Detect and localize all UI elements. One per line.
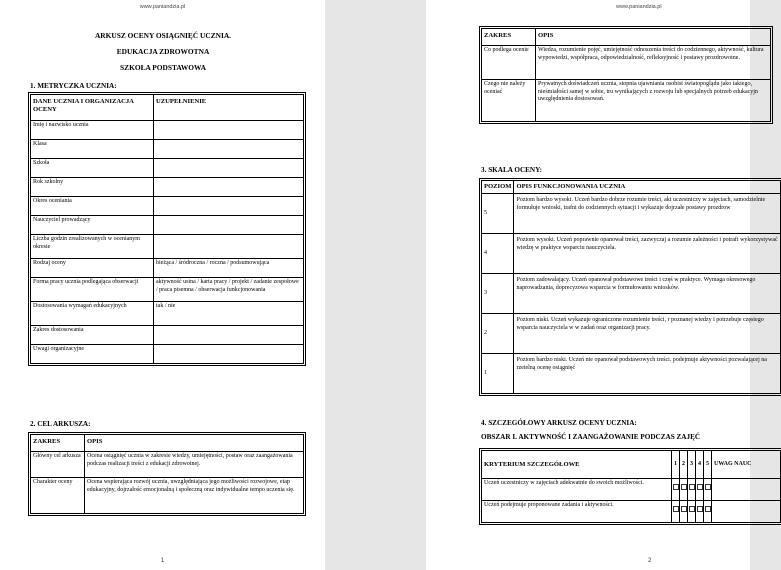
level-cell — [688, 501, 696, 523]
level-cell — [680, 479, 688, 501]
table-row — [482, 501, 781, 523]
document-school-level: SZKOŁA PODSTAWOWA — [120, 63, 206, 72]
table-row — [31, 216, 304, 235]
level-cell — [704, 479, 712, 501]
table-row — [31, 478, 304, 514]
row-label: Imię i nazwisko ucznia — [31, 121, 154, 140]
section-heading-skala: 3. SKALA OCENY: — [481, 166, 543, 174]
table-row — [482, 354, 781, 394]
fill-cell[interactable] — [154, 235, 304, 259]
row-label: Czego nie należy oceniać — [482, 80, 536, 122]
header-poziom: POZIOM — [482, 181, 514, 194]
level-value: 1 — [482, 354, 514, 394]
table-row — [482, 314, 781, 354]
header-level-5: 5 — [704, 451, 712, 479]
checkbox-level-4[interactable] — [697, 484, 703, 490]
table-row — [482, 274, 781, 314]
header-kryterium: KRYTERIUM SZCZEGÓŁOWE — [482, 451, 672, 479]
document-page-2 — [426, 0, 778, 570]
checkbox-level-3[interactable] — [689, 484, 695, 490]
table-row — [31, 235, 304, 259]
table-row — [31, 259, 304, 278]
table-header-row — [31, 95, 304, 121]
level-description: Poziom wysoki. Uczeń poprawnie opanował treści, zazwyczaj a rozumie zależności i potrafi wykorzystywać wiedzę w praktyce wsparciu nauczyciela. — [514, 234, 781, 274]
table-row — [482, 194, 781, 234]
row-label: Okres oceniania — [31, 197, 154, 216]
table-row — [31, 178, 304, 197]
level-description: Poziom bardzo niski. Uczeń nie opanował podstawowych treści. podejmuje aktywności pozwalającej na rzetelną ocenę osiągnięć — [514, 354, 781, 394]
level-description: Poziom zadowalający. Uczeń opanował podstawowe treści i częś w praktyce. Wymaga okresowego naprowadzania, doprecyzowa wsparcia w formułowaniu wniosków. — [514, 274, 781, 314]
site-url[interactable]: www.paniandzia.pl — [616, 4, 662, 10]
checkbox-level-4[interactable] — [697, 506, 703, 512]
site-url[interactable]: www.paniandzia.pl — [139, 4, 186, 10]
row-label: Dostosowania wymagań edukacyjnych — [31, 302, 154, 326]
table-row — [482, 479, 781, 501]
row-label: Forma pracy ucznia podlegająca obserwacji — [31, 278, 154, 302]
checkbox-level-1[interactable] — [673, 484, 679, 490]
fill-cell[interactable] — [154, 216, 304, 235]
row-description: Prywatnych doświadczeń ucznia, stopnia ujawniania osobist światopoglądu jako takiego, nieśmiałości samej w sobie, tru wynikających z rozwoju lub specjalnych potrzeb edukacyjn uwzględnienia dostosowań. — [536, 80, 771, 122]
level-cell — [696, 479, 704, 501]
fill-cell[interactable] — [154, 197, 304, 216]
row-description: Wiedza, rozumienie pojęć, umiejętność odnoszenia treści do codziennego, aktywność, kultura wypowiedzi, współpraca, odpowiedzialność, refleksyjność i postawy prozdrowotne. — [536, 46, 771, 80]
obszar-heading: OBSZAR I. AKTYWNOŚĆ I ZAANGAŻOWANIE PODCZAS ZAJĘĆ — [481, 433, 701, 441]
zakres-opis-table — [481, 28, 771, 122]
table-row — [31, 345, 304, 364]
checkbox-level-2[interactable] — [681, 484, 687, 490]
section-heading-szczegolowy: 4. SZCZEGÓŁOWY ARKUSZ OCENY UCZNIA: — [481, 419, 637, 427]
row-label: Co podlega ocenie — [482, 46, 536, 80]
criterion-text: Uczeń podejmuje proponowane zadania i aktywności. — [482, 501, 672, 523]
table-header-row — [31, 435, 304, 452]
table-row — [31, 278, 304, 302]
header-opis-funkcjonowania: OPIS FUNKCJONOWANIA UCZNIA — [514, 181, 781, 194]
level-cell — [672, 479, 680, 501]
row-label: Szkoła — [31, 159, 154, 178]
row-label: Klasa — [31, 140, 154, 159]
header-zakres: ZAKRES — [31, 435, 85, 452]
header-opis: OPIS — [85, 435, 304, 452]
fill-cell[interactable] — [154, 121, 304, 140]
section-heading-metryczka: 1. METRYCZKA UCZNIA: — [30, 82, 117, 90]
level-value: 3 — [482, 274, 514, 314]
row-label: Charakter oceny — [31, 478, 85, 514]
checkbox-level-1[interactable] — [673, 506, 679, 512]
checkbox-level-5[interactable] — [705, 484, 711, 490]
header-level-2: 2 — [680, 451, 688, 479]
level-description: Poziom niski. Uczeń wykazuje ograniczone rozumienie treści, r poznanej wiedzy i potrzebuje częstego wsparcia nauczyciela w w zadań oraz organizacji pracy. — [514, 314, 781, 354]
metryczka-table — [30, 94, 304, 364]
skala-oceny-table — [481, 180, 781, 394]
row-label: Rok szkolny — [31, 178, 154, 197]
header-level-4: 4 — [696, 451, 704, 479]
table-row — [31, 302, 304, 326]
level-cell — [672, 501, 680, 523]
row-label: Zakres dostosowania — [31, 326, 154, 345]
row-label: Główny cel arkusza — [31, 452, 85, 478]
level-description: Poziom bardzo wysoki. Uczeń bardzo dobrze rozumie treści, akt uczestniczy w zajęciach, samodzielnie formułuje wnioski, trafni do codziennych sytuacji i wykazuje dojrzałe postawy prozdrow — [514, 194, 781, 234]
row-label: Liczba godzin zrealizowanych w ocenianym okresie — [31, 235, 154, 259]
header-dane-ucznia: DANE UCZNIA I ORGANIZACJA OCENY — [31, 95, 154, 121]
uwagi-cell[interactable] — [712, 501, 781, 523]
checkbox-level-2[interactable] — [681, 506, 687, 512]
header-level-3: 3 — [688, 451, 696, 479]
row-label: Nauczyciel prowadzący — [31, 216, 154, 235]
uwagi-cell[interactable] — [712, 479, 781, 501]
table-header-row — [482, 451, 781, 479]
checkbox-level-3[interactable] — [689, 506, 695, 512]
fill-cell[interactable] — [154, 178, 304, 197]
row-description: Ocena osiągnięć ucznia w zakresie wiedzy, umiejętności, postaw oraz zaangażowania podczas realizacji treści z edukacji zdrowotnej. — [85, 452, 304, 478]
level-cell — [688, 479, 696, 501]
kryteria-table — [481, 450, 781, 523]
level-value: 5 — [482, 194, 514, 234]
table-row — [31, 140, 304, 159]
level-value: 4 — [482, 234, 514, 274]
table-row — [31, 452, 304, 478]
page-number: 1 — [160, 558, 165, 564]
header-opis: OPIS — [536, 29, 771, 46]
header-uzupelnienie: UZUPEŁNIENIE — [154, 95, 304, 121]
table-header-row — [482, 181, 781, 194]
document-page-1 — [0, 0, 325, 570]
fill-cell[interactable] — [154, 326, 304, 345]
table-row — [31, 197, 304, 216]
header-zakres: ZAKRES — [482, 29, 536, 46]
fill-cell[interactable]: tak / nie — [154, 302, 304, 326]
level-value: 2 — [482, 314, 514, 354]
fill-cell[interactable] — [154, 140, 304, 159]
document-title: ARKUSZ OCENY OSIĄGNIĘĆ UCZNIA. — [94, 31, 232, 40]
section-heading-cel: 2. CEL ARKUSZA: — [30, 420, 91, 428]
header-uwagi: UWAG NAUC — [712, 451, 781, 479]
criterion-text: Uczeń uczestniczy w zajęciach adekwatnie do swoich możliwości. — [482, 479, 672, 501]
row-label: Rodzaj oceny — [31, 259, 154, 278]
fill-cell[interactable] — [154, 159, 304, 178]
table-row — [482, 234, 781, 274]
table-row — [31, 121, 304, 140]
header-level-1: 1 — [672, 451, 680, 479]
document-subtitle: EDUKACJA ZDROWOTNA — [116, 47, 210, 56]
level-cell — [704, 501, 712, 523]
table-header-row — [482, 29, 771, 46]
table-row — [482, 46, 771, 80]
fill-cell[interactable]: aktywność ustna / karta pracy / projekt / zadanie zespołowe / praca pisemna / obserwacja funkcjonowania — [154, 278, 304, 302]
table-row — [31, 326, 304, 345]
row-description: Ocena wspierająca rozwój ucznia, uwzględniająca jego możliwości rozwojowe, etap edukacyjny, dojrzałość emocjonalną i społeczną oraz indywidualne tempo uczenia się. — [85, 478, 304, 514]
table-row — [482, 80, 771, 122]
cel-arkusza-table — [30, 434, 304, 514]
page-number: 2 — [648, 558, 652, 564]
level-cell — [696, 501, 704, 523]
table-row — [31, 159, 304, 178]
fill-cell[interactable]: bieżąca / śródroczna / roczna / podsumowująca — [154, 259, 304, 278]
fill-cell[interactable] — [154, 345, 304, 364]
level-cell — [680, 501, 688, 523]
row-label: Uwagi organizacyjne — [31, 345, 154, 364]
checkbox-level-5[interactable] — [705, 506, 711, 512]
